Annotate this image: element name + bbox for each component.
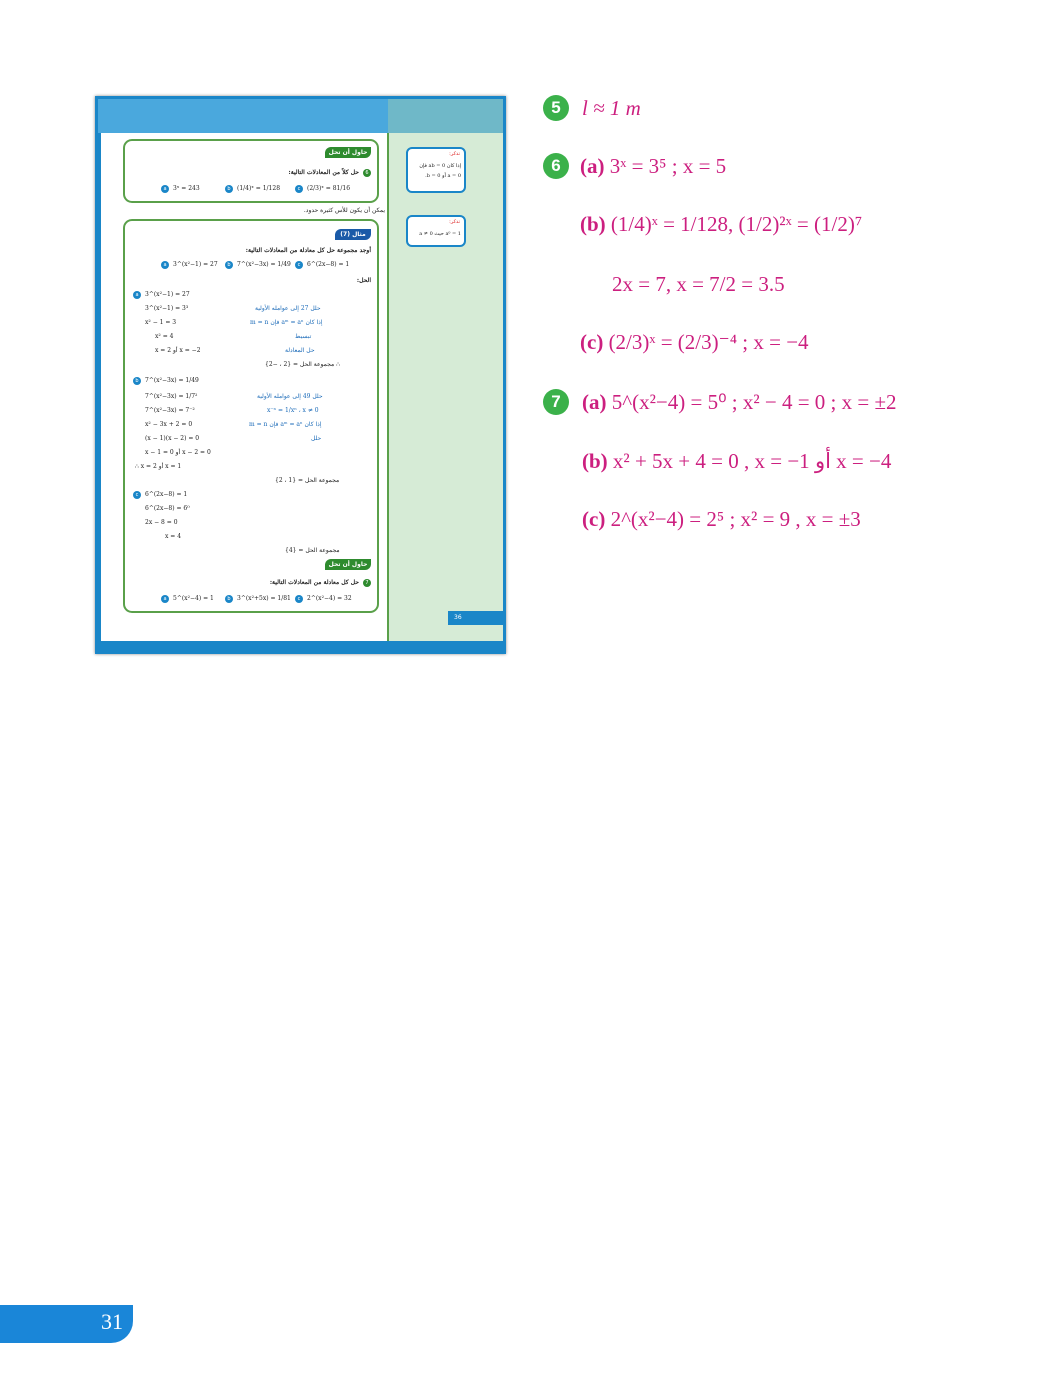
- page-number-tab: [0, 1305, 133, 1343]
- page-number: 31: [101, 1309, 123, 1334]
- part-a-step: x = 2 أو x = −2: [155, 347, 201, 354]
- part-a-step: x² = 4: [155, 333, 174, 340]
- thumbnail-page-number: 36: [448, 611, 506, 625]
- practice-number-7: 7: [363, 579, 371, 587]
- answer-5-text: l ≈ 1 m: [582, 96, 641, 120]
- answer-6b-label: (b): [580, 212, 606, 236]
- practice-instruction-6: حل كلاً من المعادلات التالية:: [288, 169, 359, 176]
- answer-6a-text: 3ˣ = 3⁵ ; x = 5: [609, 154, 727, 178]
- bottom-border-bar: [98, 641, 503, 651]
- part-c-step: x = 4: [165, 533, 182, 540]
- answer-6b-text: (1/4)ˣ = 1/128, (1/2)²ˣ = (1/2)⁷: [610, 212, 863, 236]
- practice-tag-6: حاول أن تحل: [325, 147, 371, 158]
- answer-6c-label: (c): [580, 330, 604, 354]
- example-label-a: a: [161, 261, 169, 269]
- answer-6c: [580, 330, 809, 355]
- answer-7b-label: (b): [582, 449, 608, 473]
- page-header-band: [98, 99, 503, 133]
- answer-7a-text: 5^(x²−4) = 5⁰ ; x² − 4 = 0 ; x = ±2: [611, 390, 897, 414]
- example-instruction: أوجد مجموعة حل كل معادلة من المعادلات التالية:: [245, 247, 371, 254]
- part-b-step: x² − 3x + 2 = 0: [145, 421, 193, 428]
- answer-6b-line2: 2x = 7, x = 7/2 = 3.5: [612, 272, 785, 296]
- example-box-7: [123, 219, 379, 613]
- answer-number-6: 6: [543, 153, 569, 179]
- answer-6b: [580, 212, 862, 237]
- example-label-c: c: [295, 261, 303, 269]
- part-a-marker: a: [133, 291, 141, 299]
- part-b-step: 7^(x²−3x) = 1/49: [145, 377, 199, 384]
- answer-6c-text: (2/3)ˣ = (2/3)⁻⁴ ; x = −4: [608, 330, 809, 354]
- reminder-line-1b: a = 0 أو b = 0.: [425, 173, 461, 179]
- reminder-title-1: تذكر:: [449, 151, 460, 157]
- item-label-b: b: [225, 185, 233, 193]
- part-b-step: 7^(x²−3x) = 1/7²: [145, 393, 198, 400]
- answer-number-7: 7: [543, 389, 569, 415]
- practice7-label-b: b: [225, 595, 233, 603]
- part-b-note: حلل 49 إلى عوامله الأولية: [257, 393, 323, 400]
- practice-instruction-7: حل كل معادلة من المعادلات التالية:: [269, 579, 359, 586]
- column-divider: [387, 133, 389, 651]
- reminder-line-2: a⁰ = 1 حيث a ≠ 0: [419, 231, 461, 237]
- practice7-item-c: 2^(x²−4) = 32: [307, 595, 352, 602]
- example-item-b: 7^(x²−3x) = 1/49: [237, 261, 291, 268]
- example-item-c: 6^(2x−8) = 1: [307, 261, 350, 268]
- part-a-step: x² − 1 = 3: [145, 319, 177, 326]
- practice-tag-7: حاول أن تحل: [325, 559, 371, 570]
- textbook-page-thumbnail: [95, 96, 506, 654]
- reminder-line-1a: إذا كان ab = 0 فإن: [419, 163, 461, 169]
- reminder-box-2: [406, 215, 466, 247]
- answer-7b-text: x² + 5x + 4 = 0 , x = −1 أو x = −4: [612, 449, 892, 473]
- answer-number-5: 5: [543, 95, 569, 121]
- part-c-step: 2x − 8 = 0: [145, 519, 178, 526]
- part-c-marker: c: [133, 491, 141, 499]
- part-a-result: ∴ مجموعة الحل = {2 ، −2}: [265, 361, 340, 368]
- answer-7a-label: (a): [582, 390, 607, 414]
- part-a-note: إذا كان aᵐ = aⁿ فإن m = n: [250, 319, 323, 326]
- part-a-note: حلل 27 إلى عوامله الأولية: [255, 305, 321, 312]
- part-a-note: حل المعادلة: [285, 347, 315, 354]
- reminder-box-1: [406, 147, 466, 193]
- practice7-item-b: 3^(x²+5x) = 1/81: [237, 595, 291, 602]
- part-b-note: x⁻ⁿ = 1/xⁿ ، x ≠ 0: [267, 407, 319, 414]
- header-side-tint: [388, 99, 503, 133]
- answer-6a: [580, 154, 726, 179]
- solution-label: الحل:: [356, 277, 371, 284]
- practice7-label-a: a: [161, 595, 169, 603]
- answer-7c: [582, 507, 861, 532]
- part-b-result: مجموعة الحل = {1 ، 2}: [275, 477, 340, 484]
- example-item-a: 3^(x²−1) = 27: [173, 261, 218, 268]
- practice7-label-c: c: [295, 595, 303, 603]
- practice7-item-a: 5^(x²−4) = 1: [173, 595, 214, 602]
- left-border-bar: [98, 133, 101, 651]
- part-b-note: حلل: [311, 435, 322, 442]
- part-b-marker: b: [133, 377, 141, 385]
- part-a-note: تبسيط: [295, 333, 312, 340]
- part-b-step: ∴ x = 2 أو x = 1: [135, 463, 182, 470]
- part-a-step: 3^(x²−1) = 27: [145, 291, 190, 298]
- example-label-b: b: [225, 261, 233, 269]
- practice6-item-b: (1/4)ˣ = 1/128: [237, 185, 281, 192]
- practice-number-6: 6: [363, 169, 371, 177]
- item-label-a: a: [161, 185, 169, 193]
- part-b-step: (x − 1)(x − 2) = 0: [145, 435, 200, 442]
- answer-7c-label: (c): [582, 507, 606, 531]
- practice6-item-a: 3ˣ = 243: [173, 185, 200, 192]
- part-b-step: 7^(x²−3x) = 7⁻²: [145, 407, 195, 414]
- part-c-result: مجموعة الحل = {4}: [285, 547, 340, 554]
- part-b-note: إذا كان aᵐ = aⁿ فإن m = n: [249, 421, 322, 428]
- part-c-step: 6^(2x−8) = 1: [145, 491, 188, 498]
- practice-box-6: [123, 139, 379, 203]
- exponent-note: يمكن أن يكون للأس كثيرة حدود.: [303, 207, 385, 214]
- practice6-item-c: (2/3)ˣ = 81/16: [307, 185, 351, 192]
- example-tag-7: مثال (7): [335, 229, 371, 240]
- answer-6a-label: (a): [580, 154, 605, 178]
- part-a-step: 3^(x²−1) = 3³: [145, 305, 189, 312]
- answer-7b: [582, 449, 891, 474]
- part-c-step: 6^(2x−8) = 6⁰: [145, 505, 190, 512]
- part-b-step: x − 1 = 0 أو x − 2 = 0: [145, 449, 211, 456]
- answer-7c-text: 2^(x²−4) = 2⁵ ; x² = 9 , x = ±3: [610, 507, 861, 531]
- reminder-title-2: تذكر:: [449, 219, 460, 225]
- answer-7a: [582, 390, 897, 415]
- item-label-c: c: [295, 185, 303, 193]
